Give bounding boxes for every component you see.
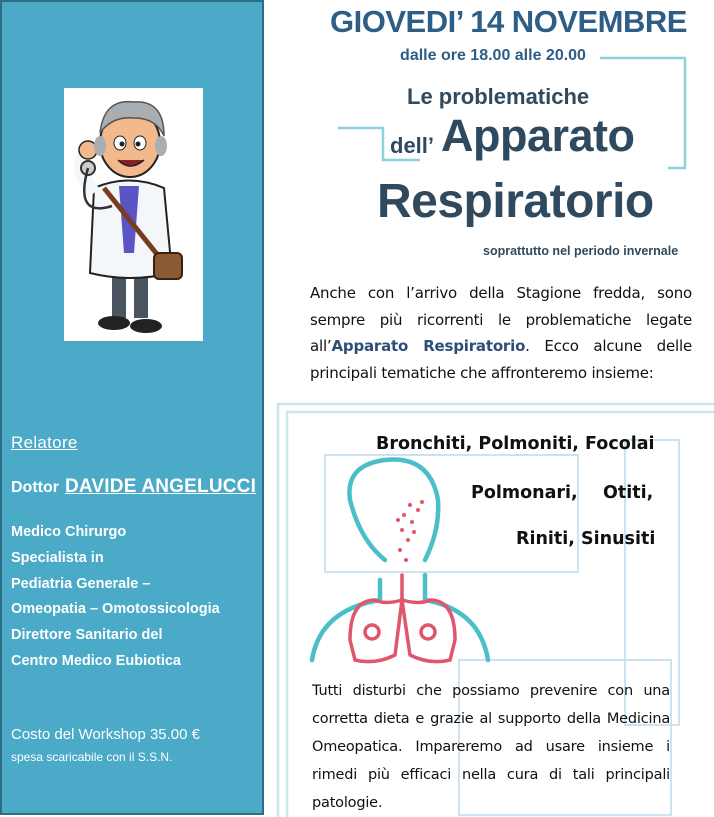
title-line-1: Le problematiche xyxy=(407,84,590,109)
pathology-line-3: Riniti, Sinusiti xyxy=(516,529,656,549)
intro-text-end: . Ecco alcune delle principali tematiche che affronteremo insieme: xyxy=(310,337,692,382)
respiratory-icon xyxy=(312,460,488,661)
speaker-role: Direttore Sanitario del xyxy=(11,627,163,644)
speaker-role: Omeopatia – Omotossicologia xyxy=(11,601,220,618)
outro-paragraph: Tutti disturbi che possiamo prevenire con una corretta dieta e grazie al supporto della Medicina Omeopatica. Impareremo ad usare insieme i rimedi più efficaci nella cura di tali principali patologie. xyxy=(312,683,670,811)
speaker-label: Relatore xyxy=(11,433,78,452)
speaker-role: Pediatria Generale – xyxy=(11,575,151,592)
title-line-3: Respiratorio xyxy=(377,175,654,228)
pathology-line-2b: Otiti, xyxy=(603,483,654,503)
speaker-fullname: DAVIDE ANGELUCCI xyxy=(64,476,257,497)
pathology-line-2a: Polmonari, xyxy=(471,483,578,503)
workshop-cost: Costo del Workshop 35.00 € xyxy=(11,726,201,743)
title-line-2-prefix: dell’ xyxy=(390,133,435,158)
intro-text: Anche con l’arrivo della Stagione fredda, sono sempre più ricorrenti le problematiche legate all’ xyxy=(310,284,692,355)
speaker-role: Medico Chirurgo xyxy=(11,524,127,540)
event-time: dalle ore 18.00 alle 20.00 xyxy=(400,47,586,64)
intro-paragraph xyxy=(310,280,692,386)
cost-note: spesa scaricabile con il S.S.N. xyxy=(11,750,173,764)
pathology-line-1: Bronchiti, Polmoniti, Focolai xyxy=(376,434,655,454)
event-date: GIOVEDI’ 14 NOVEMBRE xyxy=(330,4,687,39)
speaker-role: Specialista in xyxy=(11,549,104,566)
event-subtitle: soprattutto nel periodo invernale xyxy=(483,244,679,258)
speaker-title: Dottor xyxy=(11,479,59,496)
intro-highlight: Apparato Respiratorio xyxy=(331,337,526,355)
speaker-role: Centro Medico Eubiotica xyxy=(11,652,181,669)
title-line-2-main: Apparato xyxy=(441,110,635,161)
